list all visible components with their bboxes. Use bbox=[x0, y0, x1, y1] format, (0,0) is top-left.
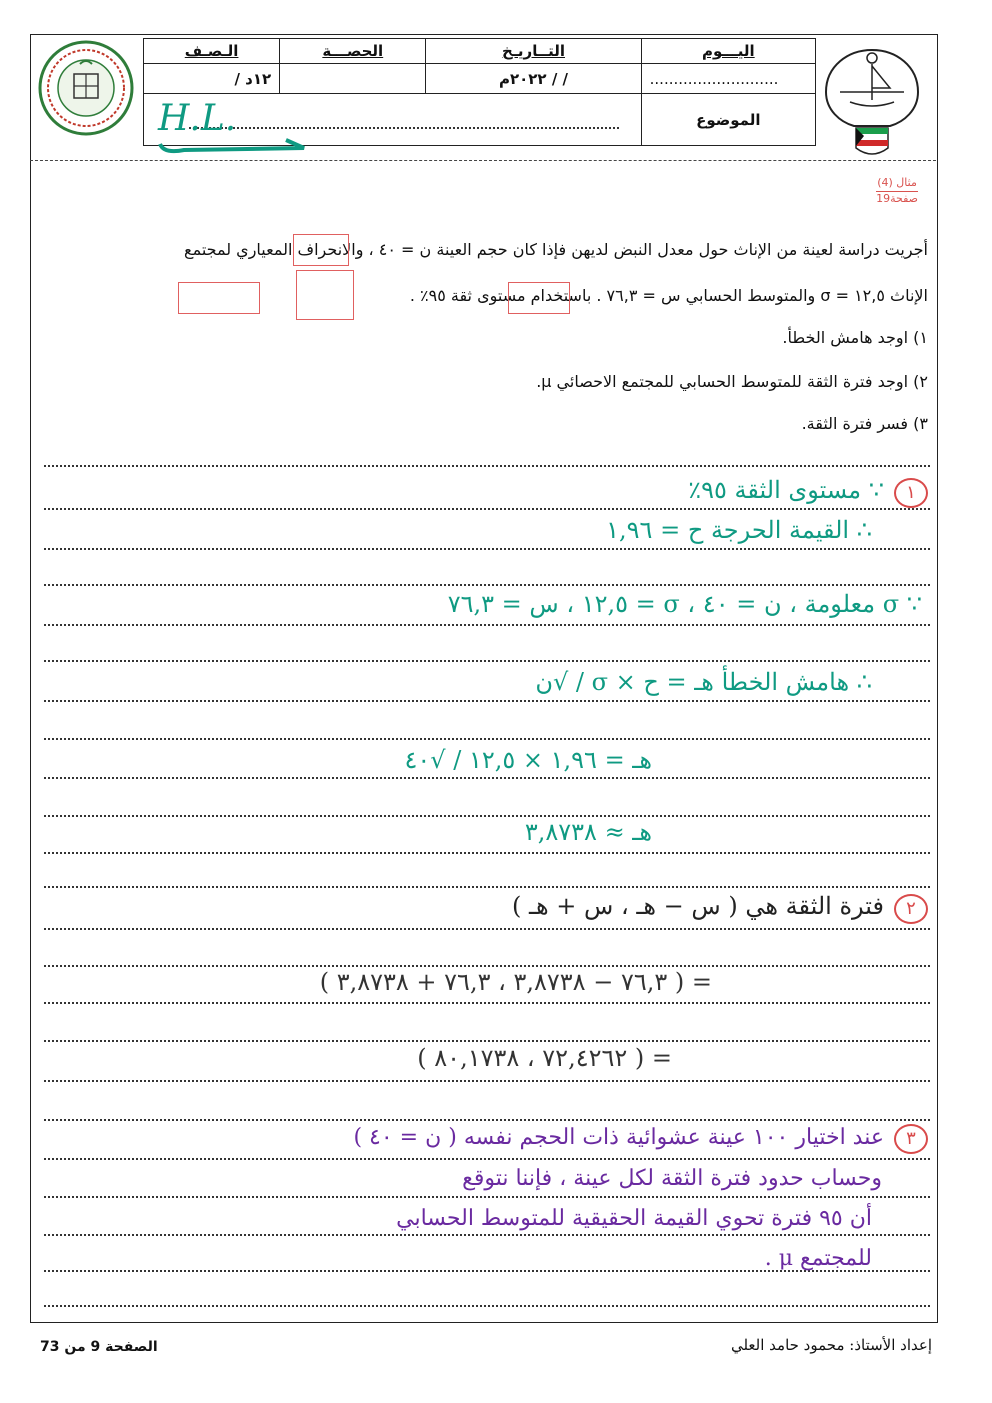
writing-line bbox=[44, 700, 930, 702]
part-number-2: ٢ bbox=[894, 894, 928, 924]
day-label: اليـــوم bbox=[641, 39, 815, 64]
subject-value: H.L. bbox=[158, 98, 237, 139]
writing-line bbox=[44, 584, 930, 586]
day-value: ........................... bbox=[641, 64, 815, 94]
solution-line: ∴ القيمة الحرجة ح = ١,٩٦ bbox=[606, 516, 872, 544]
writing-line bbox=[44, 1080, 930, 1082]
solution-line: هـ ≈ ٣,٨٧٣٨ bbox=[524, 818, 652, 846]
highlight-mean bbox=[508, 282, 570, 314]
writing-line bbox=[44, 1002, 930, 1004]
writing-line bbox=[44, 1305, 930, 1307]
writing-line bbox=[44, 928, 930, 930]
writing-line bbox=[44, 548, 930, 550]
writing-line bbox=[44, 886, 930, 888]
question-2: ٢) اوجد فترة الثقة للمتوسط الحسابي للمجتمع الاحصائي μ. bbox=[536, 372, 928, 391]
date-value: / / ٢٠٢٢م bbox=[426, 64, 641, 94]
highlight-n bbox=[293, 234, 349, 266]
example-reference bbox=[876, 176, 918, 205]
writing-line bbox=[44, 1234, 930, 1236]
class-label: الـصـف bbox=[144, 39, 280, 64]
example-label: مثال (4) bbox=[877, 176, 917, 189]
solution-line: ∵ σ معلومة ، ن = ٤٠ ، σ = ١٢,٥ ، س = ٧٦,٣ bbox=[447, 590, 922, 618]
solution-line: وحساب حدود فترة الثقة لكل عينة ، فإننا نتوقع bbox=[462, 1166, 882, 1191]
writing-line bbox=[44, 1196, 930, 1198]
solution-line: ٢فترة الثقة هي ( س − هـ ، س + هـ ) bbox=[512, 892, 928, 924]
question-1: ١) اوجد هامش الخطأ. bbox=[782, 328, 928, 347]
writing-line bbox=[44, 508, 930, 510]
writing-line bbox=[44, 624, 930, 626]
class-value: ١٢د / bbox=[144, 64, 280, 94]
part-number-1: ١ bbox=[894, 478, 928, 508]
solution-line: للمجتمع μ . bbox=[764, 1246, 872, 1271]
solution-line: هـ = ١,٩٦ × ١٢,٥ / √٤٠ bbox=[404, 746, 652, 774]
kuwait-emblem-icon bbox=[818, 44, 926, 160]
highlight-sigma bbox=[178, 282, 260, 314]
author-credit: إعداد الأستاذ: محمود حامد العلي bbox=[730, 1336, 932, 1354]
writing-line bbox=[44, 777, 930, 779]
writing-line bbox=[44, 1119, 930, 1121]
part-number-3: ٣ bbox=[894, 1124, 928, 1154]
underline-stroke bbox=[154, 134, 314, 158]
writing-line bbox=[44, 1158, 930, 1160]
period-label: الحصـــة bbox=[280, 39, 426, 64]
highlight-confidence bbox=[296, 270, 354, 320]
writing-line bbox=[44, 1040, 930, 1042]
solution-line: ∴ هامش الخطأ هـ = ح × σ / √ن bbox=[535, 668, 872, 696]
date-label: التــاريـخ bbox=[426, 39, 641, 64]
question-3: ٣) فسر فترة الثقة. bbox=[801, 414, 928, 433]
header-table bbox=[143, 38, 816, 146]
writing-line bbox=[44, 815, 930, 817]
solution-line: = ( ٧٦,٣ − ٣,٨٧٣٨ ، ٧٦,٣ + ٣,٨٧٣٨ ) bbox=[319, 968, 712, 996]
solution-line: أن ٩٥ فترة تحوي القيمة الحقيقية للمتوسط الحسابي bbox=[396, 1206, 872, 1231]
solution-line: ١∵ مستوى الثقة ٩٥٪ bbox=[688, 476, 928, 508]
page-number: الصفحة 9 من 73 bbox=[40, 1339, 158, 1355]
problem-line-2: الإناث ١٢,٥ = σ والمتوسط الحسابي س = ٧٦,٣ . باستخدام مستوى ثقة ٩٥٪ . bbox=[409, 286, 928, 305]
writing-line bbox=[44, 965, 930, 967]
period-value bbox=[280, 64, 426, 94]
problem-line-1: أجريت دراسة لعينة من الإناث حول معدل النبض لديهن فإذا كان حجم العينة ن = ٤٠ ، والانحراف المعياري لمجتمع bbox=[184, 240, 928, 259]
example-page: صفحة19 bbox=[876, 192, 918, 205]
header-divider bbox=[30, 160, 936, 161]
subject-label: الموضوع bbox=[641, 94, 815, 146]
writing-line bbox=[44, 852, 930, 854]
writing-line bbox=[44, 660, 930, 662]
writing-line bbox=[44, 465, 930, 467]
school-logo-icon bbox=[38, 40, 134, 136]
solution-line: ٣عند اختيار ١٠٠ عينة عشوائية ذات الحجم نفسه ( ن = ٤٠ ) bbox=[353, 1124, 928, 1154]
solution-line: = ( ٧٢,٤٢٦٢ ، ٨٠,١٧٣٨ ) bbox=[417, 1044, 672, 1072]
writing-line bbox=[44, 738, 930, 740]
